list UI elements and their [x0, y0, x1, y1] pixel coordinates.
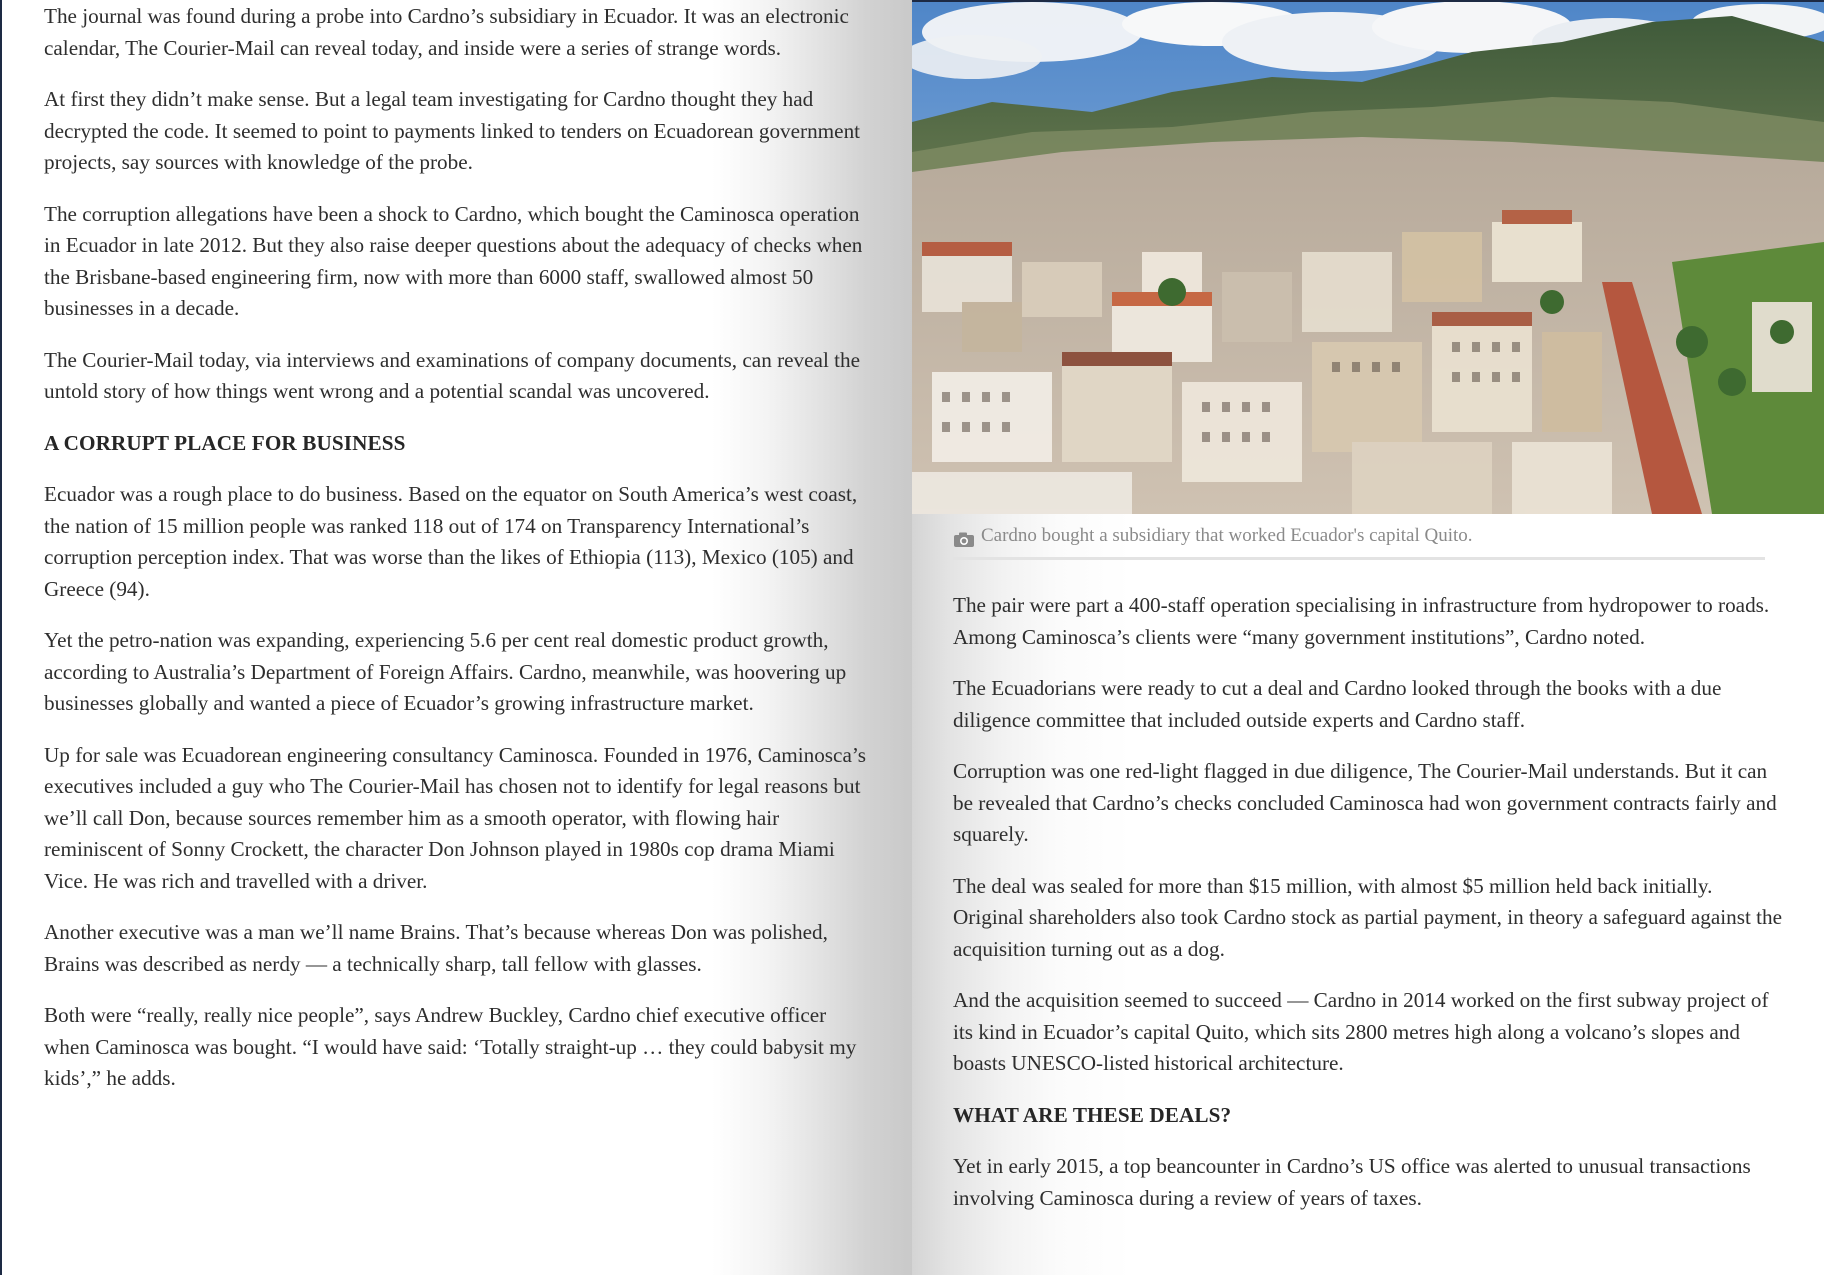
article-paragraph: The corruption allegations have been a shock to Cardno, which bought the Caminosca operation in Ecuador in late 2012. But they also raise deeper questions about the adequacy of checks when the Brisbane-based engineering firm, now with more than 6000 staff, swallowed almost 50 businesses in a decade.: [44, 201, 863, 320]
article-paragraph: The deal was sealed for more than $15 million, with almost $5 million held back initially. Original shareholders also took Cardno stock as partial payment, in theory a safeguard against the acquisition turning out as a dog.: [953, 873, 1783, 961]
article-paragraph: The Ecuadorians were ready to cut a deal and Cardno looked through the books with a due diligence committee that included outside experts and Cardno staff.: [953, 676, 1722, 732]
photo-caption-text: Cardno bought a subsidiary that worked Ecuador's capital Quito.: [981, 525, 1473, 546]
article-paragraph: Yet the petro-nation was expanding, experiencing 5.6 per cent real domestic product growth, according to Australia’s Department of Foreign Affairs. Cardno, meanwhile, was hoovering up businesses globally and wanted a piece of Ecuador’s growing infrastructure market.: [44, 628, 847, 715]
quito-city-photo: [912, 2, 1824, 514]
left-article-column: [44, 1, 874, 1115]
article-paragraph: Corruption was one red-light flagged in due diligence, The Courier-Mail understands. But it can be revealed that Cardno’s checks concluded Caminosca had won government contracts fairly and squarely.: [953, 759, 1777, 846]
article-paragraph: Up for sale was Ecuadorean engineering consultancy Caminosca. Founded in 1976, Caminosca’s executives included a guy who The Courier-Mail has chosen not to identify for legal reasons but we’ll call Don, because sources remember him as a smooth operator, with flowing hair reminiscent of Sonny Crockett, the character Don Johnson played in 1980s cop drama Miami Vice. He was rich and travelled with a driver.: [44, 742, 866, 893]
article-paragraph: The Courier-Mail today, via interviews and examinations of company documents, can reveal the untold story of how things went wrong and a potential scandal was uncovered.: [44, 347, 861, 403]
article-paragraph: Another executive was a man we’ll name Brains. That’s because whereas Don was polished, Brains was described as nerdy — a technically sharp, tall fellow with glasses.: [44, 920, 828, 976]
right-article-column: [953, 590, 1783, 1234]
section-heading: WHAT ARE THESE DEALS?: [953, 1102, 1232, 1127]
caption-divider: [953, 557, 1765, 560]
article-paragraph: Both were “really, really nice people”, says Andrew Buckley, Cardno chief executive officer when Caminosca was bought. “I would have said: ‘Totally straight-up … they could babysit my kids’,” he adds.: [44, 1003, 857, 1090]
article-paragraph: And the acquisition seemed to succeed — Cardno in 2014 worked on the first subway project of its kind in Ecuador’s capital Quito, which sits 2800 metres high along a volcano’s slopes and boasts UNESCO-listed historical architecture.: [953, 988, 1769, 1075]
camera-icon: [953, 529, 975, 545]
section-heading: A CORRUPT PLACE FOR BUSINESS: [44, 430, 406, 455]
article-paragraph: At first they didn’t make sense. But a legal team investigating for Cardno thought they had decrypted the code. It seemed to point to payments linked to tenders on Ecuadorean government projects, say sources with knowledge of the probe.: [44, 87, 861, 174]
article-paragraph: The pair were part a 400-staff operation specialising in infrastructure from hydropower to roads. Among Caminosca’s clients were “many government institutions”, Cardno noted.: [953, 593, 1770, 649]
article-paragraph: The journal was found during a probe into Cardno’s subsidiary in Ecuador. It was an electronic calendar, The Courier-Mail can reveal today, and inside were a series of strange words.: [44, 4, 849, 60]
article-paragraph: Yet in early 2015, a top beancounter in Cardno’s US office was alerted to unusual transactions involving Caminosca during a review of years of taxes.: [953, 1154, 1751, 1210]
article-paragraph: Ecuador was a rough place to do business. Based on the equator on South America’s west coast, the nation of 15 million people was ranked 118 out of 174 on Transparency International’s corruption perception index. That was worse than the likes of Ethiopia (113), Mexico (105) and Greece (94).: [44, 482, 858, 601]
photo-caption: [953, 522, 1783, 550]
